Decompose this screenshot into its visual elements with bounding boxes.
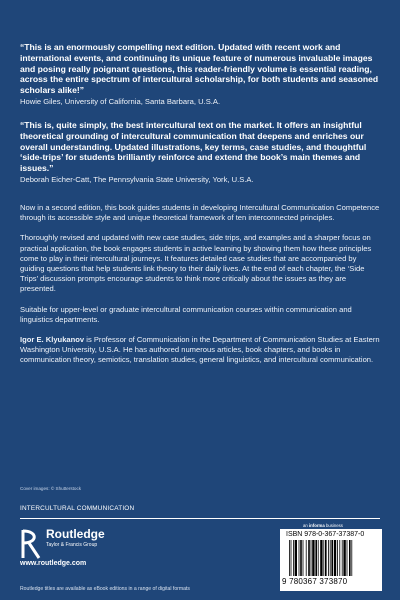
barcode-bar xyxy=(291,540,292,576)
barcode-bar xyxy=(347,540,348,576)
review-attribution-1: Howie Giles, University of California, Santa Barbara, U.S.A. xyxy=(20,96,221,106)
barcode-bar xyxy=(300,540,302,576)
barcode-bar xyxy=(331,540,333,576)
barcode-bar xyxy=(342,540,343,576)
series-name: INTERCULTURAL COMMUNICATION xyxy=(20,505,135,512)
barcode-bar xyxy=(311,540,312,576)
barcode-panel xyxy=(280,529,382,591)
description-paragraph-1: Now in a second edition, this book guides students in developing Intercultural Communication Competence through its accessible style and unique theoretical framework of ten interconnected principles. xyxy=(20,202,380,223)
barcode-bar xyxy=(328,540,329,576)
author-name: Igor E. Klyukanov xyxy=(20,335,85,344)
informa-business-note xyxy=(303,523,343,528)
informa-brand: informa xyxy=(308,523,325,528)
review-quote-2: “This is, quite simply, the best intercultural text on the market. It offers an insightful theoretical grounding of intercultural communication that deepens and enriches our overall understanding. Updated illustrations, key terms, case studies, and thoughtful ‘side-trips’ for students brilliantly reinforce and extend the book’s main themes and issues.” xyxy=(20,119,367,174)
barcode-bar xyxy=(318,540,319,576)
barcode-bar xyxy=(312,540,314,576)
barcode-bar xyxy=(343,540,345,576)
barcode-bar xyxy=(330,540,331,576)
publisher-name: Routledge xyxy=(46,527,105,541)
back-cover-content xyxy=(20,42,382,366)
author-bio xyxy=(20,335,382,366)
barcode-bar xyxy=(337,540,338,576)
publisher-url: www.routledge.com xyxy=(20,560,87,567)
barcode-bar xyxy=(349,540,351,576)
author-bio-text: is Professor of Communication in the Department of Communication Studies at Eastern Washington University, U.S.A. He has authored numerous articles, book chapters, and books in communication theory, semiotics, translation studies, general linguistics, and intercultural communication. xyxy=(20,335,380,365)
barcode-icon xyxy=(288,540,376,580)
publisher-group: Taylor & Francis Group xyxy=(46,542,98,548)
barcode-bar xyxy=(289,540,290,576)
description-paragraph-3: Suitable for upper-level or graduate intercultural communication courses within communication and linguistics departments. xyxy=(20,304,352,324)
isbn-label: ISBN 978-0-367-37387-0 xyxy=(286,531,365,538)
ebook-note: Routledge titles are available as eBook editions in a range of digital formats xyxy=(20,586,190,592)
barcode-bar xyxy=(299,540,300,576)
review-attribution-2: Deborah Eicher-Catt, The Pennsylvania State University, York, U.S.A. xyxy=(20,174,254,184)
barcode-bar xyxy=(303,540,304,576)
barcode-bar xyxy=(293,540,294,576)
barcode-digits: 9 780367 373870 xyxy=(282,577,348,586)
routledge-logo-icon xyxy=(20,528,42,560)
description-paragraph-2: Thoroughly revised and updated with new case studies, side trips, and examples and a sharper focus on practical application, the book engages students in active learning by showing them how these principles come to play in their intercultural journeys. It features detailed case studies that are accompanied by guiding questions that help students link theory to their daily lives. At the end of each chapter, the ‘Side Trips’ discussion prompts encourage students to think more critically about the issues as they are presented. xyxy=(20,233,372,294)
barcode-bar xyxy=(334,540,336,576)
barcode-bar xyxy=(320,540,322,576)
barcode-bar xyxy=(351,540,352,576)
review-quote-1: “This is an enormously compelling next edition. Updated with recent work and international events, and continuing its unique feature of numerous invaluable images and posing really poignant questions, this reader-friendly volume is essential reading, across the entire spectrum of intercultural scholarship, for both students and seasoned scholars alike!” xyxy=(20,42,379,96)
barcode-bar xyxy=(295,540,297,576)
informa-prefix: an xyxy=(303,523,309,528)
barcode-bar xyxy=(308,540,310,576)
barcode-bar xyxy=(306,540,307,576)
cover-credit: Cover images: © Shutterstock xyxy=(20,486,82,491)
barcode-bar xyxy=(325,540,327,576)
barcode-bar xyxy=(323,540,324,576)
barcode-bar xyxy=(339,540,340,576)
divider-rule xyxy=(20,518,380,519)
informa-suffix: business xyxy=(324,523,343,528)
barcode-bar xyxy=(315,540,317,576)
